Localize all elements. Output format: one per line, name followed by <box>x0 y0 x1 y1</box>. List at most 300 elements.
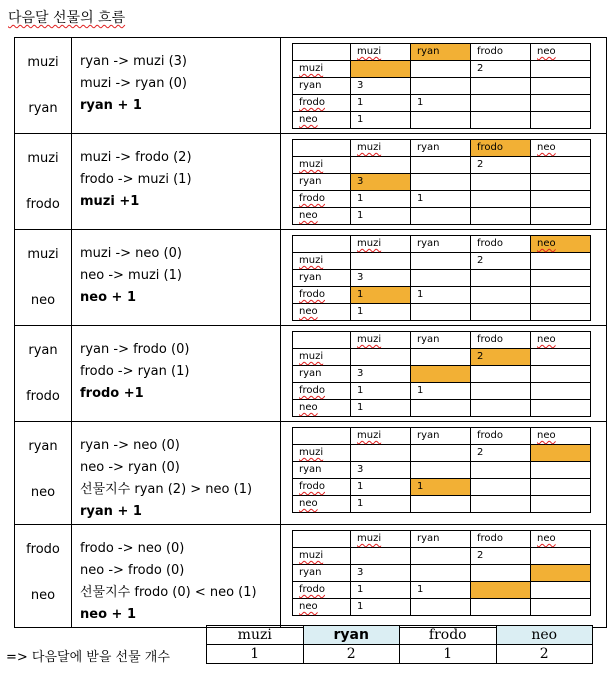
flow-section-row <box>15 134 607 230</box>
flow-line: neo -> muzi (1) <box>80 268 182 283</box>
matrix-value-cell <box>471 496 531 513</box>
matrix-header-cell <box>293 332 351 349</box>
matrix-row-label <box>293 548 351 565</box>
result-header-cell: neo <box>496 626 593 645</box>
flow-lines <box>72 422 280 524</box>
matrix-header-row <box>293 332 591 349</box>
matrix-row-label-text: neo <box>299 114 318 125</box>
matrix-value-cell <box>351 349 411 366</box>
matrix-value-cell <box>471 599 531 616</box>
matrix-cell <box>281 525 607 628</box>
flow-line: frodo +1 <box>80 386 144 401</box>
matrix-header-cell <box>351 428 411 445</box>
matrix-value-cell <box>471 304 531 321</box>
matrix-header-cell <box>531 236 591 253</box>
flow-line: muzi +1 <box>80 194 140 209</box>
matrix-value-cell <box>531 496 591 513</box>
matrix-value-cell <box>471 462 531 479</box>
flow-line: muzi -> ryan (0) <box>80 76 187 91</box>
matrix-header-cell <box>293 428 351 445</box>
matrix-row-label-text: neo <box>299 601 318 612</box>
matrix-value-cell <box>471 479 531 496</box>
matrix-row-label <box>293 191 351 208</box>
matrix-value-cell: 1 <box>351 112 411 129</box>
matrix-row-label <box>293 208 351 225</box>
receiver-name: frodo <box>26 389 60 404</box>
matrix-cell <box>281 38 607 134</box>
matrix-value-cell <box>411 253 471 270</box>
matrix-header-label: neo <box>537 334 556 345</box>
matrix-row <box>293 582 591 599</box>
flow-cell <box>72 422 281 525</box>
flow-lines <box>72 326 280 406</box>
matrix-row-label-text: ryan <box>299 80 322 91</box>
matrix-header-cell <box>471 332 531 349</box>
matrix-value-cell <box>531 565 591 582</box>
matrix-row-label <box>293 366 351 383</box>
matrix-header-label: ryan <box>417 238 440 249</box>
matrix-row-label <box>293 112 351 129</box>
matrix-header-row <box>293 531 591 548</box>
matrix-value-cell: 2 <box>471 61 531 78</box>
matrix-value-cell: 1 <box>411 383 471 400</box>
matrix-row-label-text: frodo <box>299 385 325 396</box>
matrix-value-cell <box>531 95 591 112</box>
matrix-row <box>293 61 591 78</box>
matrix-row <box>293 253 591 270</box>
matrix-value-cell: 1 <box>351 479 411 496</box>
matrix-value-cell <box>471 174 531 191</box>
matrix-row-label <box>293 174 351 191</box>
matrix-wrap <box>281 230 606 321</box>
matrix-header-cell <box>471 44 531 61</box>
matrix-value-cell <box>471 78 531 95</box>
matrix-value-cell <box>531 112 591 129</box>
matrix-value-cell <box>411 61 471 78</box>
matrix-value-cell: 1 <box>351 582 411 599</box>
matrix-value-cell: 3 <box>351 366 411 383</box>
matrix-value-cell: 1 <box>411 191 471 208</box>
matrix-row-label <box>293 349 351 366</box>
matrix-value-cell <box>531 548 591 565</box>
matrix-wrap <box>281 525 606 616</box>
result-header-cell: ryan <box>303 626 400 645</box>
pair-names-cell <box>15 38 72 134</box>
receiver-name: neo <box>30 485 56 500</box>
matrix-row-label <box>293 253 351 270</box>
matrix-header-row <box>293 236 591 253</box>
matrix-header-cell <box>411 140 471 157</box>
matrix-value-cell <box>351 157 411 174</box>
matrix-value-cell <box>411 208 471 225</box>
matrix-value-cell <box>471 208 531 225</box>
matrix-value-cell: 1 <box>411 95 471 112</box>
matrix-row <box>293 95 591 112</box>
flow-line: 선물지수 ryan (2) > neo (1) <box>80 482 253 497</box>
matrix-header-row <box>293 428 591 445</box>
matrix-row-label <box>293 95 351 112</box>
matrix-header-label: neo <box>537 533 556 544</box>
flow-line: frodo -> ryan (1) <box>80 364 190 379</box>
matrix-row-label-text: muzi <box>299 159 324 170</box>
flow-lines <box>72 230 280 310</box>
page-title <box>8 7 125 27</box>
matrix-header-label: neo <box>537 46 556 57</box>
matrix-value-cell <box>411 366 471 383</box>
matrix-value-cell <box>411 270 471 287</box>
matrix-header-cell <box>351 236 411 253</box>
matrix-value-cell: 1 <box>351 287 411 304</box>
matrix-row-label-text: ryan <box>299 272 322 283</box>
matrix-header-label: frodo <box>477 46 503 57</box>
matrix-header-cell <box>531 44 591 61</box>
matrix-header-cell <box>351 332 411 349</box>
flow-section-row <box>15 230 607 326</box>
matrix-value-cell <box>411 174 471 191</box>
matrix-value-cell <box>351 445 411 462</box>
result-value-row <box>207 645 593 664</box>
matrix-value-cell <box>351 253 411 270</box>
matrix-value-cell: 3 <box>351 270 411 287</box>
gift-flow-table <box>14 37 607 628</box>
flow-line: neo -> ryan (0) <box>80 460 180 475</box>
matrix-value-cell: 2 <box>471 157 531 174</box>
matrix-header-label: muzi <box>357 334 382 345</box>
gift-matrix <box>292 139 591 225</box>
matrix-row-label <box>293 496 351 513</box>
matrix-row-label-text: ryan <box>299 464 322 475</box>
matrix-row-label <box>293 304 351 321</box>
matrix-value-cell <box>411 548 471 565</box>
result-table <box>206 625 593 664</box>
matrix-row-label-text: neo <box>299 306 318 317</box>
matrix-value-cell <box>471 191 531 208</box>
receiver-name: ryan <box>28 101 58 116</box>
matrix-value-cell: 3 <box>351 78 411 95</box>
matrix-value-cell: 1 <box>351 383 411 400</box>
matrix-header-label: muzi <box>357 533 382 544</box>
matrix-row-label <box>293 565 351 582</box>
matrix-row <box>293 445 591 462</box>
matrix-header-cell <box>411 332 471 349</box>
matrix-wrap <box>281 134 606 225</box>
matrix-value-cell: 1 <box>351 208 411 225</box>
result-label: => 다음달에 받을 선물 개수 <box>6 650 170 665</box>
matrix-value-cell <box>531 366 591 383</box>
matrix-header-cell <box>471 428 531 445</box>
matrix-row-label-text: muzi <box>299 447 324 458</box>
matrix-value-cell <box>531 270 591 287</box>
matrix-row <box>293 157 591 174</box>
result-value-cell: 1 <box>207 645 304 664</box>
matrix-header-label: frodo <box>477 430 503 441</box>
matrix-header-label: ryan <box>417 430 440 441</box>
matrix-row-label-text: frodo <box>299 289 325 300</box>
matrix-value-cell <box>411 599 471 616</box>
flow-section-row <box>15 422 607 525</box>
matrix-value-cell: 2 <box>471 445 531 462</box>
matrix-wrap <box>281 38 606 129</box>
matrix-value-cell <box>411 496 471 513</box>
matrix-row-label-text: neo <box>299 402 318 413</box>
matrix-value-cell: 2 <box>471 253 531 270</box>
matrix-row-label <box>293 479 351 496</box>
matrix-row-label <box>293 287 351 304</box>
matrix-value-cell <box>531 479 591 496</box>
matrix-row <box>293 287 591 304</box>
matrix-value-cell <box>471 582 531 599</box>
matrix-row <box>293 208 591 225</box>
matrix-wrap <box>281 422 606 513</box>
giver-name: muzi <box>27 55 59 70</box>
matrix-row-label-text: ryan <box>299 368 322 379</box>
matrix-row-label-text: frodo <box>299 97 325 108</box>
matrix-value-cell <box>531 287 591 304</box>
flow-line: neo -> frodo (0) <box>80 563 185 578</box>
flow-cell <box>72 326 281 422</box>
matrix-value-cell <box>411 78 471 95</box>
flow-line: muzi -> neo (0) <box>80 246 182 261</box>
matrix-value-cell <box>471 383 531 400</box>
matrix-value-cell: 1 <box>351 599 411 616</box>
matrix-row <box>293 548 591 565</box>
giver-name: muzi <box>27 247 59 262</box>
page-title-text: 다음달 선물의 흐름 <box>8 10 126 26</box>
matrix-value-cell: 1 <box>351 191 411 208</box>
matrix-row <box>293 479 591 496</box>
flow-cell <box>72 230 281 326</box>
matrix-row-label-text: frodo <box>299 481 325 492</box>
matrix-value-cell: 1 <box>411 582 471 599</box>
flow-lines <box>72 134 280 214</box>
matrix-row-label-text: ryan <box>299 567 322 578</box>
matrix-cell <box>281 326 607 422</box>
matrix-row-label-text: frodo <box>299 193 325 204</box>
matrix-row <box>293 366 591 383</box>
matrix-value-cell: 1 <box>411 479 471 496</box>
matrix-value-cell <box>471 270 531 287</box>
matrix-header-label: ryan <box>417 334 440 345</box>
gift-matrix <box>292 43 591 129</box>
matrix-cell <box>281 134 607 230</box>
matrix-value-cell <box>411 565 471 582</box>
matrix-value-cell: 2 <box>471 548 531 565</box>
flow-cell <box>72 134 281 230</box>
matrix-wrap <box>281 326 606 417</box>
matrix-value-cell <box>531 78 591 95</box>
matrix-value-cell <box>531 174 591 191</box>
result-value-cell: 2 <box>303 645 400 664</box>
flow-line: ryan + 1 <box>80 98 142 113</box>
flow-section-row <box>15 326 607 422</box>
matrix-row <box>293 400 591 417</box>
matrix-row-label <box>293 445 351 462</box>
matrix-header-cell <box>293 140 351 157</box>
flow-line: ryan -> neo (0) <box>80 438 180 453</box>
matrix-cell <box>281 230 607 326</box>
flow-section-row <box>15 525 607 628</box>
matrix-row <box>293 270 591 287</box>
matrix-row <box>293 349 591 366</box>
matrix-header-label: frodo <box>477 142 503 153</box>
matrix-value-cell <box>531 191 591 208</box>
matrix-value-cell <box>531 349 591 366</box>
matrix-header-cell <box>531 140 591 157</box>
matrix-value-cell <box>531 61 591 78</box>
matrix-value-cell <box>531 582 591 599</box>
gift-matrix <box>292 427 591 513</box>
flow-line: ryan -> frodo (0) <box>80 342 190 357</box>
matrix-value-cell: 3 <box>351 565 411 582</box>
giver-name: ryan <box>28 439 58 454</box>
matrix-value-cell: 2 <box>471 349 531 366</box>
matrix-value-cell: 1 <box>351 400 411 417</box>
matrix-row-label <box>293 78 351 95</box>
matrix-header-row <box>293 140 591 157</box>
matrix-header-cell <box>293 236 351 253</box>
matrix-value-cell: 3 <box>351 174 411 191</box>
matrix-header-label: frodo <box>477 238 503 249</box>
flow-cell <box>72 525 281 628</box>
matrix-row-label <box>293 462 351 479</box>
matrix-header-label: ryan <box>417 142 440 153</box>
matrix-row <box>293 496 591 513</box>
matrix-row-label <box>293 582 351 599</box>
result-header-cell: muzi <box>207 626 304 645</box>
matrix-header-cell <box>351 44 411 61</box>
matrix-row-label-text: frodo <box>299 584 325 595</box>
matrix-row-label-text: muzi <box>299 550 324 561</box>
matrix-value-cell <box>531 157 591 174</box>
matrix-value-cell <box>471 287 531 304</box>
matrix-value-cell <box>411 462 471 479</box>
pair-names-cell <box>15 134 72 230</box>
matrix-row <box>293 191 591 208</box>
matrix-row-label <box>293 157 351 174</box>
matrix-header-cell <box>531 332 591 349</box>
matrix-row-label-text: neo <box>299 210 318 221</box>
matrix-value-cell: 1 <box>351 304 411 321</box>
matrix-header-cell <box>471 531 531 548</box>
matrix-value-cell: 1 <box>351 496 411 513</box>
matrix-header-label: frodo <box>477 533 503 544</box>
flow-line: 선물지수 frodo (0) < neo (1) <box>80 585 257 600</box>
flow-line: frodo -> muzi (1) <box>80 172 192 187</box>
matrix-value-cell <box>471 366 531 383</box>
matrix-header-label: muzi <box>357 430 382 441</box>
matrix-header-cell <box>293 44 351 61</box>
matrix-row <box>293 599 591 616</box>
matrix-row-label <box>293 599 351 616</box>
matrix-header-label: ryan <box>417 46 440 57</box>
flow-cell <box>72 38 281 134</box>
matrix-row-label-text: muzi <box>299 255 324 266</box>
matrix-value-cell: 3 <box>351 462 411 479</box>
matrix-header-cell <box>351 140 411 157</box>
matrix-row-label-text: muzi <box>299 351 324 362</box>
matrix-row <box>293 383 591 400</box>
matrix-value-cell: 1 <box>351 95 411 112</box>
matrix-value-cell <box>531 304 591 321</box>
pair-names-cell <box>15 326 72 422</box>
matrix-header-cell <box>471 236 531 253</box>
matrix-row-label <box>293 270 351 287</box>
gift-matrix <box>292 530 591 616</box>
matrix-value-cell <box>531 253 591 270</box>
giver-name: frodo <box>26 542 60 557</box>
matrix-header-cell <box>531 428 591 445</box>
matrix-row <box>293 112 591 129</box>
matrix-row-label-text: neo <box>299 498 318 509</box>
matrix-value-cell <box>411 445 471 462</box>
flow-line: frodo -> neo (0) <box>80 541 185 556</box>
matrix-header-cell <box>351 531 411 548</box>
giver-name: ryan <box>28 343 58 358</box>
matrix-value-cell <box>351 548 411 565</box>
flow-line: ryan -> muzi (3) <box>80 54 187 69</box>
matrix-row <box>293 174 591 191</box>
matrix-row-label <box>293 61 351 78</box>
matrix-cell <box>281 422 607 525</box>
matrix-value-cell: 1 <box>411 287 471 304</box>
flow-line: ryan + 1 <box>80 504 142 519</box>
matrix-value-cell <box>471 400 531 417</box>
matrix-header-cell <box>411 44 471 61</box>
result-value-cell: 2 <box>496 645 593 664</box>
matrix-value-cell <box>531 208 591 225</box>
matrix-header-label: neo <box>537 430 556 441</box>
result-header-row <box>207 626 593 645</box>
gift-matrix <box>292 331 591 417</box>
matrix-header-label: ryan <box>417 533 440 544</box>
matrix-row-label <box>293 383 351 400</box>
matrix-header-cell <box>293 531 351 548</box>
matrix-value-cell <box>531 400 591 417</box>
matrix-header-label: frodo <box>477 334 503 345</box>
flow-section-row <box>15 38 607 134</box>
receiver-name: frodo <box>26 197 60 212</box>
matrix-header-label: muzi <box>357 238 382 249</box>
matrix-value-cell <box>411 349 471 366</box>
gift-matrix <box>292 235 591 321</box>
matrix-value-cell <box>471 112 531 129</box>
receiver-name: neo <box>30 588 56 603</box>
matrix-header-label: muzi <box>357 142 382 153</box>
matrix-value-cell <box>411 400 471 417</box>
matrix-header-cell <box>471 140 531 157</box>
matrix-row <box>293 78 591 95</box>
flow-line: neo + 1 <box>80 290 136 305</box>
result-header-cell: frodo <box>400 626 497 645</box>
matrix-value-cell <box>411 157 471 174</box>
matrix-value-cell <box>531 599 591 616</box>
matrix-header-cell <box>411 236 471 253</box>
pair-names-cell <box>15 525 72 628</box>
matrix-value-cell <box>411 112 471 129</box>
matrix-value-cell <box>471 565 531 582</box>
matrix-header-label: neo <box>537 238 556 249</box>
receiver-name: neo <box>30 293 56 308</box>
matrix-header-row <box>293 44 591 61</box>
matrix-header-cell <box>411 531 471 548</box>
matrix-row-label <box>293 400 351 417</box>
matrix-row-label-text: muzi <box>299 63 324 74</box>
matrix-value-cell <box>531 383 591 400</box>
matrix-row <box>293 462 591 479</box>
matrix-row <box>293 304 591 321</box>
pair-names-cell <box>15 230 72 326</box>
matrix-value-cell <box>411 304 471 321</box>
